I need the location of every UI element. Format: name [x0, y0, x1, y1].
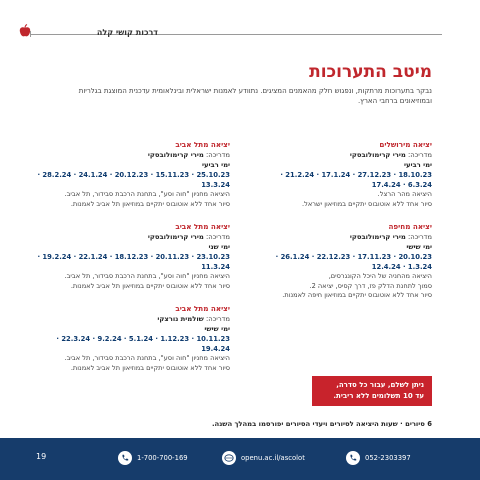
- phone-icon: [346, 451, 360, 465]
- brand-label: דרכות קושי קלה: [96, 28, 158, 37]
- phone-icon: [118, 451, 132, 465]
- trip-line: היציאה מחניון "חוה וסע", בתחנת הרכבת סבידור, תל אביב.: [64, 272, 230, 280]
- intro-paragraph: נבקר בתערוכות מרתקות, ונפגוש חלק מהאמנים המציגים. נתוודע לאמנות ישראלית ובינלאומית עדכנית המוצגת בגלריות ובמוזיאונים ברחבי הארץ.: [78, 87, 432, 105]
- trip-line: סיור אחד ללא אוטובוס יתקיים במוזיאון ישראל.: [301, 199, 432, 208]
- trip-line: היציאה מהר הרצל.: [377, 190, 432, 198]
- trip-line: סיור אחד ללא אוטובוס יתקיים במוזיאון תל אביב לאמנות.: [70, 363, 230, 372]
- trip-line: סיור אחד ללא אוטובוס יתקיים במוזיאון תל אביב לאמנות.: [70, 281, 230, 290]
- trip-guide: מדריכה: מירי קרימולובסקי: [349, 233, 432, 241]
- tours-summary: 6 סיורים · שעות היציאה לסיורים ויעדי הסיורים יפורסמו במהלך השנה.: [211, 420, 432, 428]
- trip-title: יציאה מתל אביב: [175, 222, 230, 231]
- payment-note-line: עד 10 תשלומים ללא ריבית.: [333, 392, 424, 400]
- trip-dates: 18.10.23 · 27.12.23 · 17.1.24 · 21.2.24 · 6.3.24 · 17.4.24: [280, 171, 432, 189]
- footer-website[interactable]: [222, 451, 305, 465]
- trip-days: ימי שני: [208, 243, 230, 251]
- trip-haifa: [254, 222, 432, 301]
- trip-guide: מדריכה: שולמית נורצקי: [157, 315, 230, 323]
- footer-phone-1-text: 1-700-700-169: [137, 454, 188, 462]
- page-title: מיטב התערוכות: [309, 62, 432, 82]
- trip-dates: 23.10.23 · 20.11.23 · 18.12.23 · 22.1.24 · 19.2.24 · 11.3.24: [37, 253, 230, 271]
- trip-title: יציאה מתל אביב: [175, 140, 230, 149]
- trip-title: יציאה מחיפה: [388, 222, 432, 231]
- trip-line: היציאה מהחניה של היכל הקונגרסים,: [328, 272, 432, 280]
- trip-title: יציאה מירושלים: [379, 140, 432, 149]
- trip-line: סיור אחד ללא אוטובוס יתקיים במוזיאון חיפה לאמנות.: [282, 291, 432, 299]
- footer-phone-1[interactable]: [118, 451, 188, 465]
- trip-line: היציאה מחניון "חוה וסע", בתחנת הרכבת סבידור, תל אביב.: [64, 354, 230, 362]
- trip-telaviv-fri: [30, 304, 230, 373]
- trip-dates: 25.10.23 · 15.11.23 · 20.12.23 · 24.1.24 · 28.2.24 · 13.3.24: [37, 171, 230, 189]
- trip-title: יציאה מתל אביב: [175, 304, 230, 313]
- trip-days: ימי רביעי: [403, 161, 432, 169]
- trip-days: ימי שישי: [406, 243, 432, 251]
- footer-phone-2-text: 052-2303397: [365, 454, 411, 462]
- trip-dates: 10.11.23 · 1.12.23 · 5.1.24 · 9.2.24 · 22.3.24 · 19.4.24: [56, 335, 230, 353]
- trip-line: היציאה מחניון "חוה וסע", בתחנת הרכבת סבידור, תל אביב.: [64, 190, 230, 198]
- trip-days: ימי שישי: [204, 325, 230, 333]
- trip-guide: מדריכה: מירי קרימולובסקי: [349, 151, 432, 159]
- trip-guide: מדריכה: מירי קרימולובסקי: [147, 233, 230, 241]
- page-number: 19: [36, 452, 47, 461]
- payment-note-box: [312, 376, 432, 406]
- trip-line: סמוך לתחנת הדלק פז, דרך קסיס, יציאה 2.: [309, 281, 432, 290]
- trip-line: סיור אחד ללא אוטובוס יתקיים במוזיאון תל אביב לאמנות.: [70, 199, 230, 208]
- trip-telaviv-wed: [30, 140, 230, 209]
- footer-bar: [0, 438, 480, 480]
- trip-guide: מדריכה: מירי קרימולובסקי: [147, 151, 230, 159]
- trip-dates: 20.10.23 · 17.11.23 · 22.12.23 · 26.1.24 · 1.3.24 · 12.4.24: [275, 253, 432, 271]
- footer-website-text: openu.ac.il/ascolot: [241, 454, 305, 462]
- trip-jerusalem: [254, 140, 432, 209]
- footer-phone-2[interactable]: [346, 451, 411, 465]
- trip-telaviv-mon: [30, 222, 230, 291]
- www-icon: [222, 451, 236, 465]
- payment-note-line: ניתן לשלם, עבור כל סדרה,: [336, 381, 424, 389]
- trip-days: ימי רביעי: [201, 161, 230, 169]
